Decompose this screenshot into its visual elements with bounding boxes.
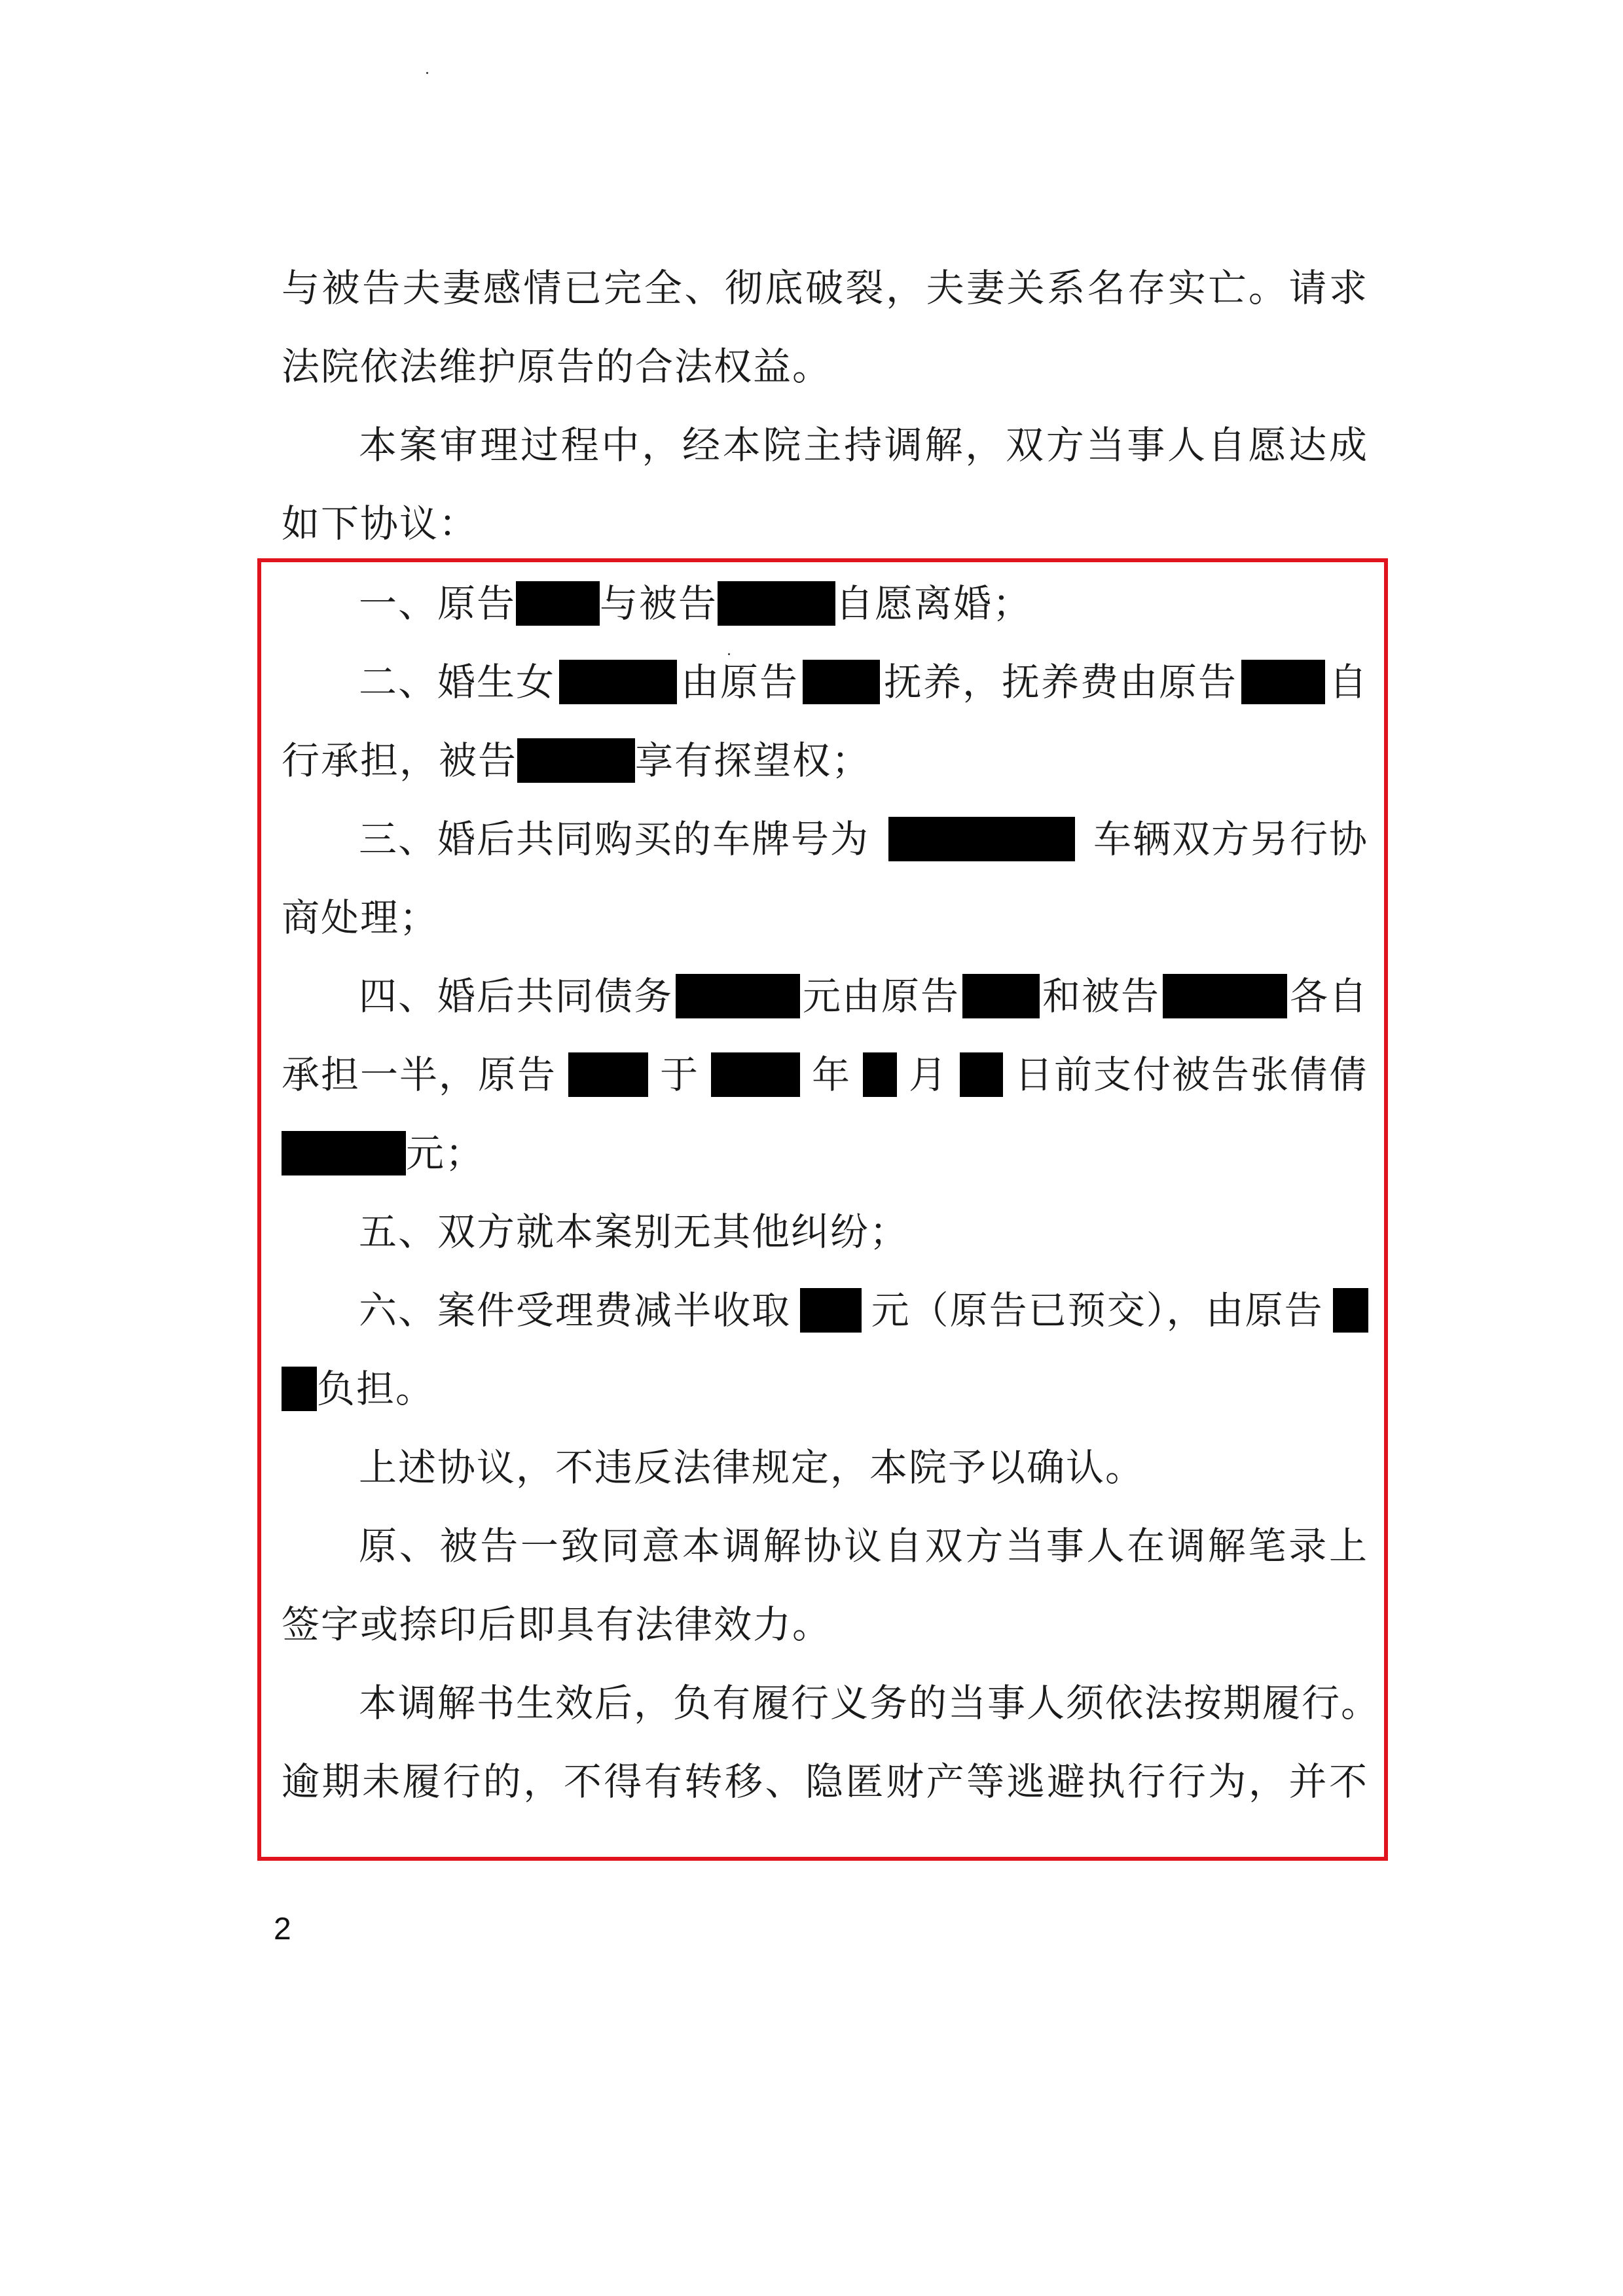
paragraph-line (282, 252, 1368, 324)
redaction-block (559, 660, 677, 704)
agreement-item-1 (359, 567, 1368, 639)
text: 各自 (1289, 974, 1368, 1018)
text: 年 (811, 1052, 851, 1097)
text: 二、婚生女 (359, 660, 556, 704)
redaction-block (803, 660, 880, 704)
paragraph-line (282, 1588, 1368, 1660)
text: 元； (406, 1131, 485, 1175)
text: 五、双方就本案别无其他纠纷； (359, 1210, 909, 1254)
text: 本案审理过程中，经本院主持调解，双方当事人自愿达成 (359, 423, 1368, 467)
text: 负担。 (317, 1367, 435, 1411)
text: 如下协议： (282, 501, 479, 546)
scan-speck (426, 72, 428, 74)
paragraph-line (359, 1667, 1381, 1739)
text: 享有探望权； (635, 738, 871, 783)
text: 元由原告 (802, 974, 960, 1018)
text: 日前支付被告张倩倩 (1014, 1052, 1368, 1097)
paragraph-line (282, 488, 1368, 560)
redaction-block (568, 1052, 648, 1097)
agreement-item-4-cont (282, 1039, 1368, 1111)
redaction-block (1163, 974, 1287, 1018)
page-number: 2 (274, 1912, 291, 1946)
redaction-block (1333, 1288, 1368, 1333)
agreement-item-6 (359, 1274, 1368, 1346)
text: 签字或捺印后即具有法律效力。 (282, 1602, 832, 1647)
redaction-block (960, 1052, 1003, 1097)
redaction-block (962, 974, 1040, 1018)
text: 三、婚后共同购买的车牌号为 (359, 817, 870, 861)
text: 承担一半，原告 (282, 1052, 557, 1097)
redaction-block (282, 1367, 317, 1411)
redaction-block (863, 1052, 897, 1097)
agreement-item-4 (359, 960, 1368, 1032)
redaction-block (282, 1131, 406, 1175)
text: 上述协议，不违反法律规定，本院予以确认。 (359, 1445, 1145, 1490)
text: 于 (659, 1052, 699, 1097)
redaction-block (516, 581, 600, 626)
paragraph-line (359, 1510, 1368, 1582)
text: 元（原告已预交），由原告 (871, 1288, 1324, 1333)
agreement-item-4-cont2 (282, 1117, 1368, 1189)
redaction-block (676, 974, 800, 1018)
agreement-item-2 (359, 646, 1368, 718)
text: 行承担，被告 (282, 738, 518, 783)
agreement-item-3 (359, 803, 1368, 875)
text: 月 (908, 1052, 948, 1097)
text: 抚养，抚养费由原告 (883, 660, 1237, 704)
redaction-block (888, 817, 1075, 861)
text: 自愿离婚； (835, 581, 1032, 626)
text: 法院依法维护原告的合法权益。 (282, 344, 832, 389)
paragraph-line (282, 1746, 1368, 1818)
agreement-item-3-cont (282, 882, 1368, 954)
text: 商处理； (282, 895, 439, 940)
redaction-block (517, 738, 635, 783)
redaction-block (718, 581, 835, 626)
paragraph-line (359, 1431, 1368, 1503)
paragraph-line (359, 409, 1368, 481)
agreement-item-6-cont (282, 1353, 1368, 1425)
agreement-item-2-cont (282, 725, 1368, 797)
text: 六、案件受理费减半收取 (359, 1288, 792, 1333)
text: 由原告 (680, 660, 799, 704)
text: 自 (1328, 660, 1368, 704)
agreement-item-5 (359, 1196, 1368, 1268)
text: 车辆双方另行协 (1093, 817, 1368, 861)
redaction-block (1241, 660, 1325, 704)
text: 四、婚后共同债务 (359, 974, 674, 1018)
text: 与被告夫妻感情已完全、彻底破裂，夫妻关系名存实亡。请求 (282, 266, 1368, 310)
text: 本调解书生效后，负有履行义务的当事人须依法按期履行。 (359, 1681, 1381, 1725)
paragraph-line (282, 331, 1368, 403)
text: 一、原告 (359, 581, 517, 626)
text: 逾期未履行的，不得有转移、隐匿财产等逃避执行行为，并不 (282, 1759, 1368, 1804)
text: 和被告 (1042, 974, 1160, 1018)
redaction-block (711, 1052, 800, 1097)
redaction-block (800, 1288, 862, 1333)
text: 原、被告一致同意本调解协议自双方当事人在调解笔录上 (359, 1524, 1368, 1568)
text: 与被告 (600, 581, 718, 626)
